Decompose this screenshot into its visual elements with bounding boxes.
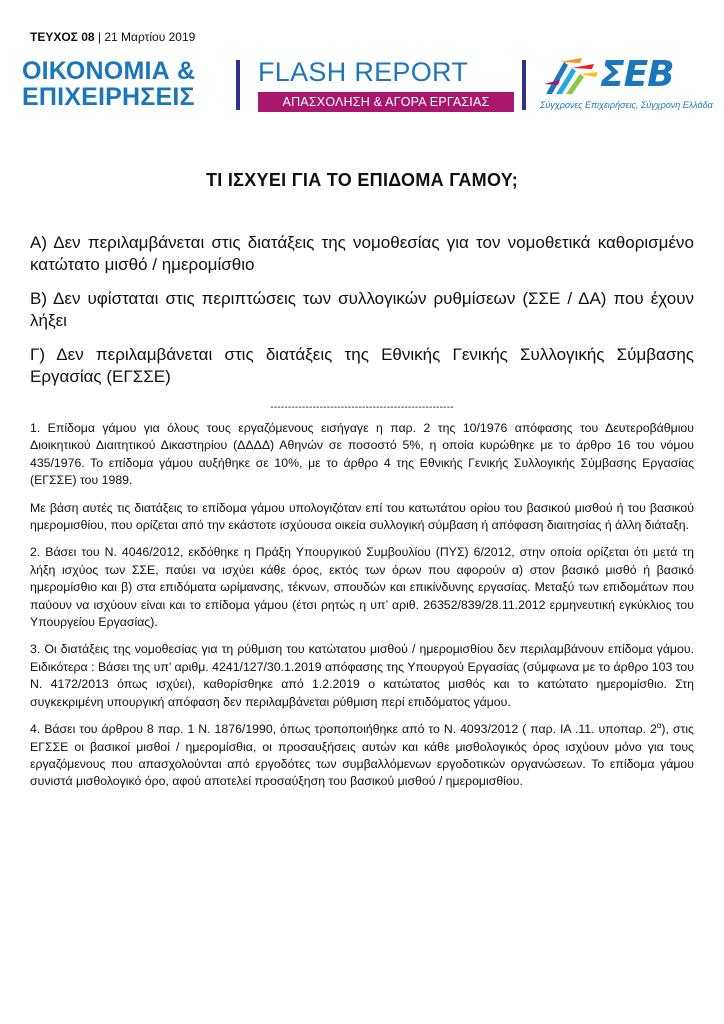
issue-date: 21 Μαρτίου 2019 [104,30,196,44]
section-separator: ---------------------------------------------------- [270,402,454,413]
flash-report-title: FLASH REPORT [258,57,469,87]
sev-logo-tagline: Σύγχρονες Επιχειρήσεις, Σύγχρονη Ελλάδα [540,100,713,110]
paragraph-5 [30,721,694,791]
key-point-b: Β) Δεν υφίσταται στις περιπτώσεις των συλλογικών ρυθμίσεων (ΣΣΕ / ΔΑ) που έχουν λήξει [30,289,694,330]
sev-arrows-logo-icon [542,56,600,96]
issue-separator: | [94,30,105,44]
paragraph-5-end: ), στις ΕΓΣΣΕ οι βασικοί μισθοί / ημερομίσθια, οι προσαυξήσεις αυτών και κάθε μισθολογικός όρος ισχύουν μόνο για τους εργαζόμενους που απασχολούνται από εργοδότες των συμβαλλόμενων εργοδοτικών οργανώσεων. Το επίδομα γάμου συνιστά μισθολογικό όρο, αφού αποτελεί προσαύξηση του βασικού μισθού / ημερομισθίου. [30,722,694,789]
issue-number: ΤΕΥΧΟΣ 08 [30,30,95,44]
paragraph-5-superscript: α [656,721,662,730]
publication-title [22,58,195,110]
header-divider-right [522,60,526,110]
paragraph-2: Με βάση αυτές τις διατάξεις το επίδομα γάμου υπολογιζόταν επί του κατωτάτου ορίου του βασικού μισθού ή του βασικού ημερομισθίου, που ορίζεται από την εκάστοτε ισχύουσα οικεία συλλογική σύμβαση ή απόφαση διαιτησίας ή άλλη διάταξη. [30,500,694,533]
paragraph-3: 2. Βάσει του Ν. 4046/2012, εκδόθηκε η Πράξη Υπουργικού Συμβουλίου (ΠΥΣ) 6/2012, στην οποία ορίζεται ότι μετά τη λήξη ισχύος των ΣΣΕ, παύει να ισχύει κάθε όρος, εκτός των όρων που αφορούν α) στον βασικό μισθό ή βασικό ημερομίσθιο και β) στα επιδόματα ωρίμανσης, τέκνων, σπουδών και επικίνδυνης εργασίας. Μεταξύ των επιδομάτων που παύουν να ισχύουν είναι και το επίδομα γάμου (έτσι ρητώς η υπ’ αριθ. 26352/839/28.11.2012 ερμηνευτική εγκύκλιος του Υπουργείου Εργασίας). [30,545,694,630]
sev-logo-text: ΣΕΒ [600,54,674,95]
paragraph-4: 3. Οι διατάξεις της νομοθεσίας για τη ρύθμιση του κατώτατου μισθού / ημερομισθίου δεν περιλαμβάνουν επίδομα γάμου. Ειδικότερα : Βάσει της υπ’ αριθμ. 4241/127/30.1.2019 απόφασης της Υπουργού Εργασίας (σύμφωνα με το άρθρο 103 του Ν. 4172/2013 όπως ισχύει), καθορίσθηκε από 1.2.2019 ο κατώτατος μισθός και το κατώτατο ημερομίσθιο. Στη συγκεκριμένη υπουργική απόφαση δεν περιλαμβάνεται ρύθμιση περί επιδόματος γάμου. [30,642,694,709]
paragraph-1: 1. Επίδομα γάμου για όλους τους εργαζόμενους εισήγαγε η παρ. 2 της 10/1976 απόφασης του Δευτεροβάθμιου Διοικητικού Διαιτητικού Δικαστηρίου (ΔΔΔΔ) Αθηνών σε ποσοστό 5%, η οποία κυρώθηκε με το άρθρο 16 του νόμου 435/1976. Το επίδομα γάμου αυξήθηκε σε 10%, με το άρθρο 4 της Εθνικής Γενικής Συλλογικής Σύμβασης Εργασίας (ΕΓΣΣΕ) του 1989. [30,421,694,488]
publication-title-line1: ΟΙΚΟΝΟΜΙΑ & [22,57,196,85]
key-points [30,232,694,400]
issue-line [30,30,195,44]
body-text [30,420,694,801]
report-header [22,56,712,120]
page-title: ΤΙ ΙΣΧΥΕΙ ΓΙΑ ΤΟ ΕΠΙΔΟΜΑ ΓΑΜΟΥ; [205,170,519,190]
key-point-a: Α) Δεν περιλαμβάνεται στις διατάξεις της νομοθεσίας για τον νομοθετικά καθορισμένο κατώτατο μισθό / ημερομίσθιο [30,233,694,274]
publication-title-line2: ΕΠΙΧΕΙΡΗΣΕΙΣ [22,83,195,111]
key-point-c: Γ) Δεν περιλαμβάνεται στις διατάξεις της Εθνικής Γενικής Συλλογικής Σύμβασης Εργασίας (ΕΓΣΣΕ) [30,345,694,386]
section-banner: ΑΠΑΣΧΟΛΗΣΗ & ΑΓΟΡΑ ΕΡΓΑΣΙΑΣ [258,92,514,112]
header-divider-left [236,60,240,110]
paragraph-5-start: 4. Βάσει του άρθρου 8 παρ. 1 Ν. 1876/1990, όπως τροποποιήθηκε από το Ν. 4093/2012 ( παρ. ΙΑ .11. υποπαρ. 2 [30,722,657,737]
